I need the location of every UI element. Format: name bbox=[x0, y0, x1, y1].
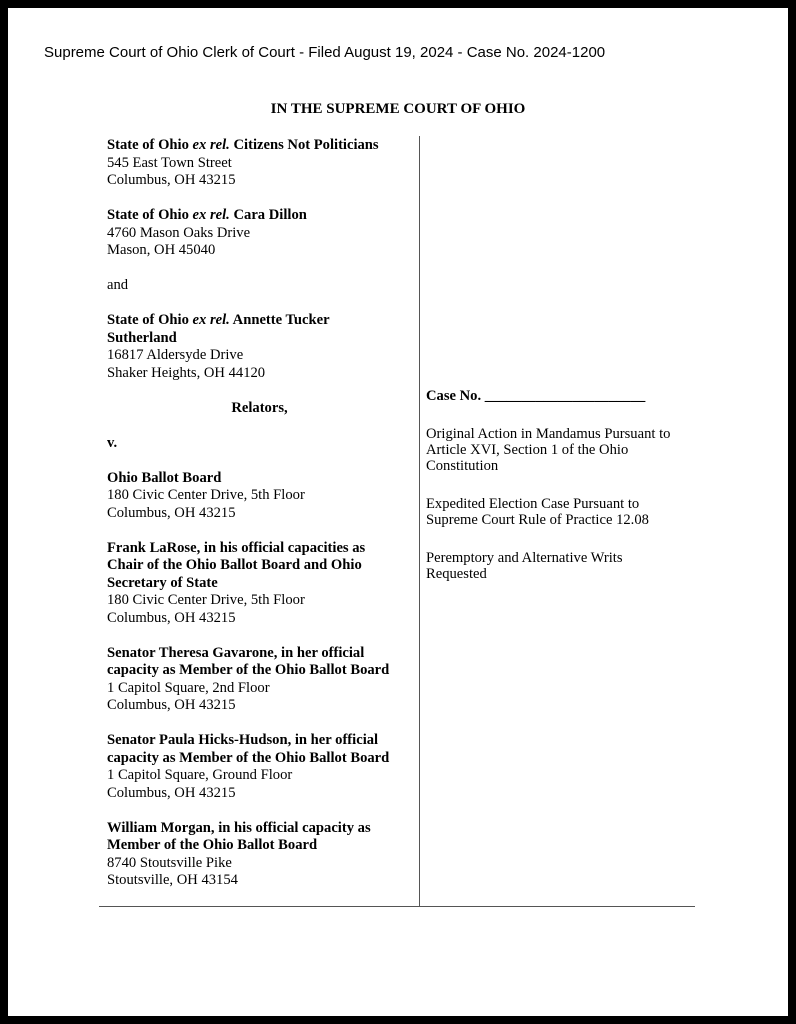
respondent-block bbox=[107, 470, 412, 523]
relator-block bbox=[107, 137, 412, 190]
relator-address-line: 16817 Aldersyde Drive bbox=[107, 347, 244, 363]
respondent-address-line: 180 Civic Center Drive, 5th Floor bbox=[107, 487, 305, 503]
relator-name: State of Ohio ex rel. Citizens Not Politicians bbox=[107, 137, 379, 153]
relator-block bbox=[107, 207, 412, 260]
relator-name: State of Ohio ex rel. Cara Dillon bbox=[107, 207, 307, 223]
respondent-name: Secretary of State bbox=[107, 574, 218, 591]
respondent-name: Frank LaRose, in his official capacities as bbox=[107, 539, 366, 556]
case-details bbox=[426, 388, 701, 604]
caption-vertical-divider bbox=[419, 136, 420, 906]
court-heading: IN THE SUPREME COURT OF OHIO bbox=[270, 101, 526, 117]
respondent-name: capacity as Member of the Ohio Ballot Board bbox=[107, 662, 390, 678]
relator-city-line: Columbus, OH 43215 bbox=[107, 172, 236, 188]
respondent-name: Chair of the Ohio Ballot Board and Ohio bbox=[107, 557, 362, 573]
respondent-name: Senator Paula Hicks-Hudson, in her official bbox=[107, 732, 379, 748]
respondent-block bbox=[107, 820, 412, 890]
relator-city-line: Mason, OH 45040 bbox=[107, 242, 216, 258]
respondent-city-line: Columbus, OH 43215 bbox=[107, 784, 236, 801]
respondent-block bbox=[107, 732, 412, 802]
case-number-line: Case No. ______________________ bbox=[426, 388, 646, 404]
and-conjunction: and bbox=[107, 277, 129, 293]
versus-label: v. bbox=[107, 434, 118, 451]
caption-parties bbox=[107, 137, 412, 907]
respondent-address-line: 1 Capitol Square, Ground Floor bbox=[107, 767, 293, 783]
caption-bottom-rule bbox=[99, 906, 695, 907]
respondent-name: William Morgan, in his official capacity as bbox=[107, 819, 371, 836]
relator-block bbox=[107, 312, 412, 382]
respondent-address-line: 180 Civic Center Drive, 5th Floor bbox=[107, 592, 305, 608]
respondent-city-line: Stoutsville, OH 43154 bbox=[107, 872, 238, 888]
respondent-name: Senator Theresa Gavarone, in her official bbox=[107, 644, 365, 661]
respondent-block bbox=[107, 540, 412, 628]
respondent-city-line: Columbus, OH 43215 bbox=[107, 609, 236, 626]
respondent-city-line: Columbus, OH 43215 bbox=[107, 697, 236, 713]
respondent-address-line: 8740 Stoutsville Pike bbox=[107, 854, 232, 871]
respondent-address-line: 1 Capitol Square, 2nd Floor bbox=[107, 679, 270, 696]
relator-address-line: 4760 Mason Oaks Drive bbox=[107, 224, 251, 241]
relator-name: State of Ohio ex rel. Annette Tucker bbox=[107, 312, 330, 328]
relators-label: Relators, bbox=[231, 399, 288, 416]
relator-name-continued: Sutherland bbox=[107, 329, 177, 346]
relator-city-line: Shaker Heights, OH 44120 bbox=[107, 364, 266, 381]
respondent-name: Ohio Ballot Board bbox=[107, 469, 222, 486]
respondent-city-line: Columbus, OH 43215 bbox=[107, 504, 236, 521]
action-description: Original Action in Mandamus Pursuant to Article XVI, Section 1 of the Ohio Constitution bbox=[426, 426, 671, 474]
respondent-block bbox=[107, 645, 412, 715]
expedited-description: Expedited Election Case Pursuant to Supreme Court Rule of Practice 12.08 bbox=[426, 496, 649, 528]
respondent-name: Member of the Ohio Ballot Board bbox=[107, 837, 318, 853]
respondent-name: capacity as Member of the Ohio Ballot Board bbox=[107, 749, 390, 766]
document-page bbox=[8, 8, 788, 1016]
filing-stamp: Supreme Court of Ohio Clerk of Court - Filed August 19, 2024 - Case No. 2024-1200 bbox=[44, 44, 606, 61]
writs-description: Peremptory and Alternative Writs Requested bbox=[426, 550, 623, 582]
relator-address-line: 545 East Town Street bbox=[107, 154, 232, 171]
